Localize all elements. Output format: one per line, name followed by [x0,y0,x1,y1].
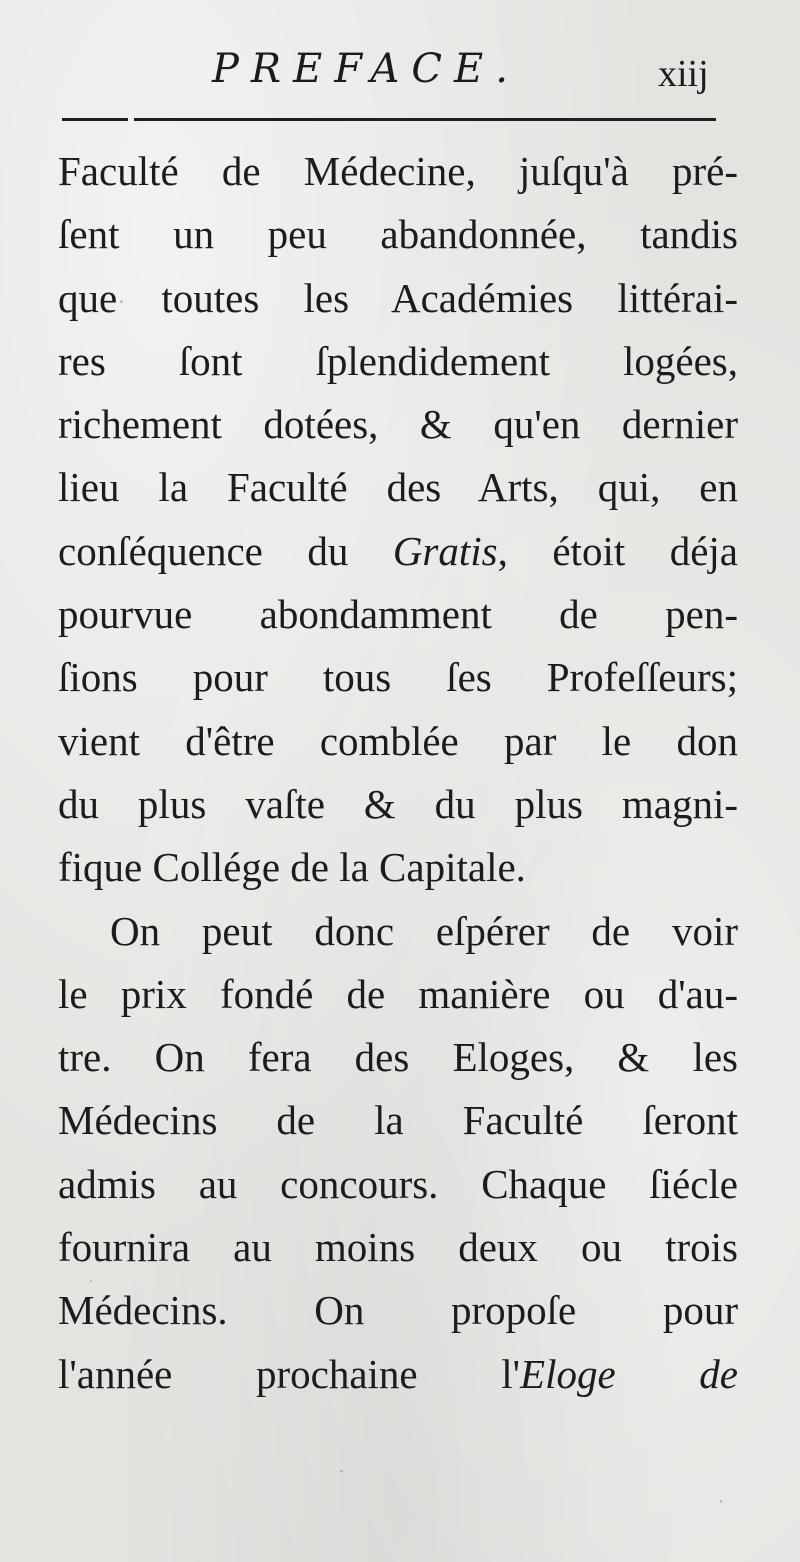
italic-word: Eloge de [520,1350,738,1397]
text-line: lieu la Faculté des Arts, qui, en [58,464,738,511]
text-line: admis au concours. Chaque ſiécle [58,1160,738,1207]
italic-word: Gratis [392,527,498,574]
text-line: pourvue abondamment de pen- [58,591,738,638]
text-line: Médecins. On propoſe pour [58,1287,738,1334]
text-line: Faculté de Médecine, juſqu'à pré- [58,148,738,194]
text-line: ſions pour tous ſes Profeſſeurs; [58,654,738,701]
text-line: vient d'être comblée par le don [58,717,738,764]
text-line: res ſont ſplendidement logées, [58,337,738,384]
paper-speck [720,1500,722,1503]
text-line: le prix fondé de manière ou d'au- [58,970,738,1017]
text-line: ſent un peu abandonnée, tandis [58,211,738,258]
text-line: fique Collége de la Capitale. [58,844,526,891]
paragraph-first-line: On peut donc eſpérer de voir [110,907,738,954]
page-number: xiij [658,53,709,95]
text-line: Médecins de la Faculté ſeront [58,1097,738,1144]
text-line: l'année prochaine l'Eloge de [58,1350,738,1397]
text-line: que toutes les Académies littérai- [58,274,738,321]
text-line: richement dotées, & qu'en dernier [58,401,738,448]
text-line: du plus vaſte & du plus magni- [58,780,738,827]
text-line: fournira au moins deux ou trois [58,1224,738,1271]
header-rule-short [62,118,128,121]
body-text [58,140,738,1406]
text-line: conſéquence du Gratis, étoit déja [58,527,738,574]
running-title: PREFACE. [212,46,520,92]
paper-speck [340,1470,343,1472]
page-header [0,40,800,110]
text-line: tre. On fera des Eloges, & les [58,1034,738,1081]
header-rule-long [134,118,716,121]
